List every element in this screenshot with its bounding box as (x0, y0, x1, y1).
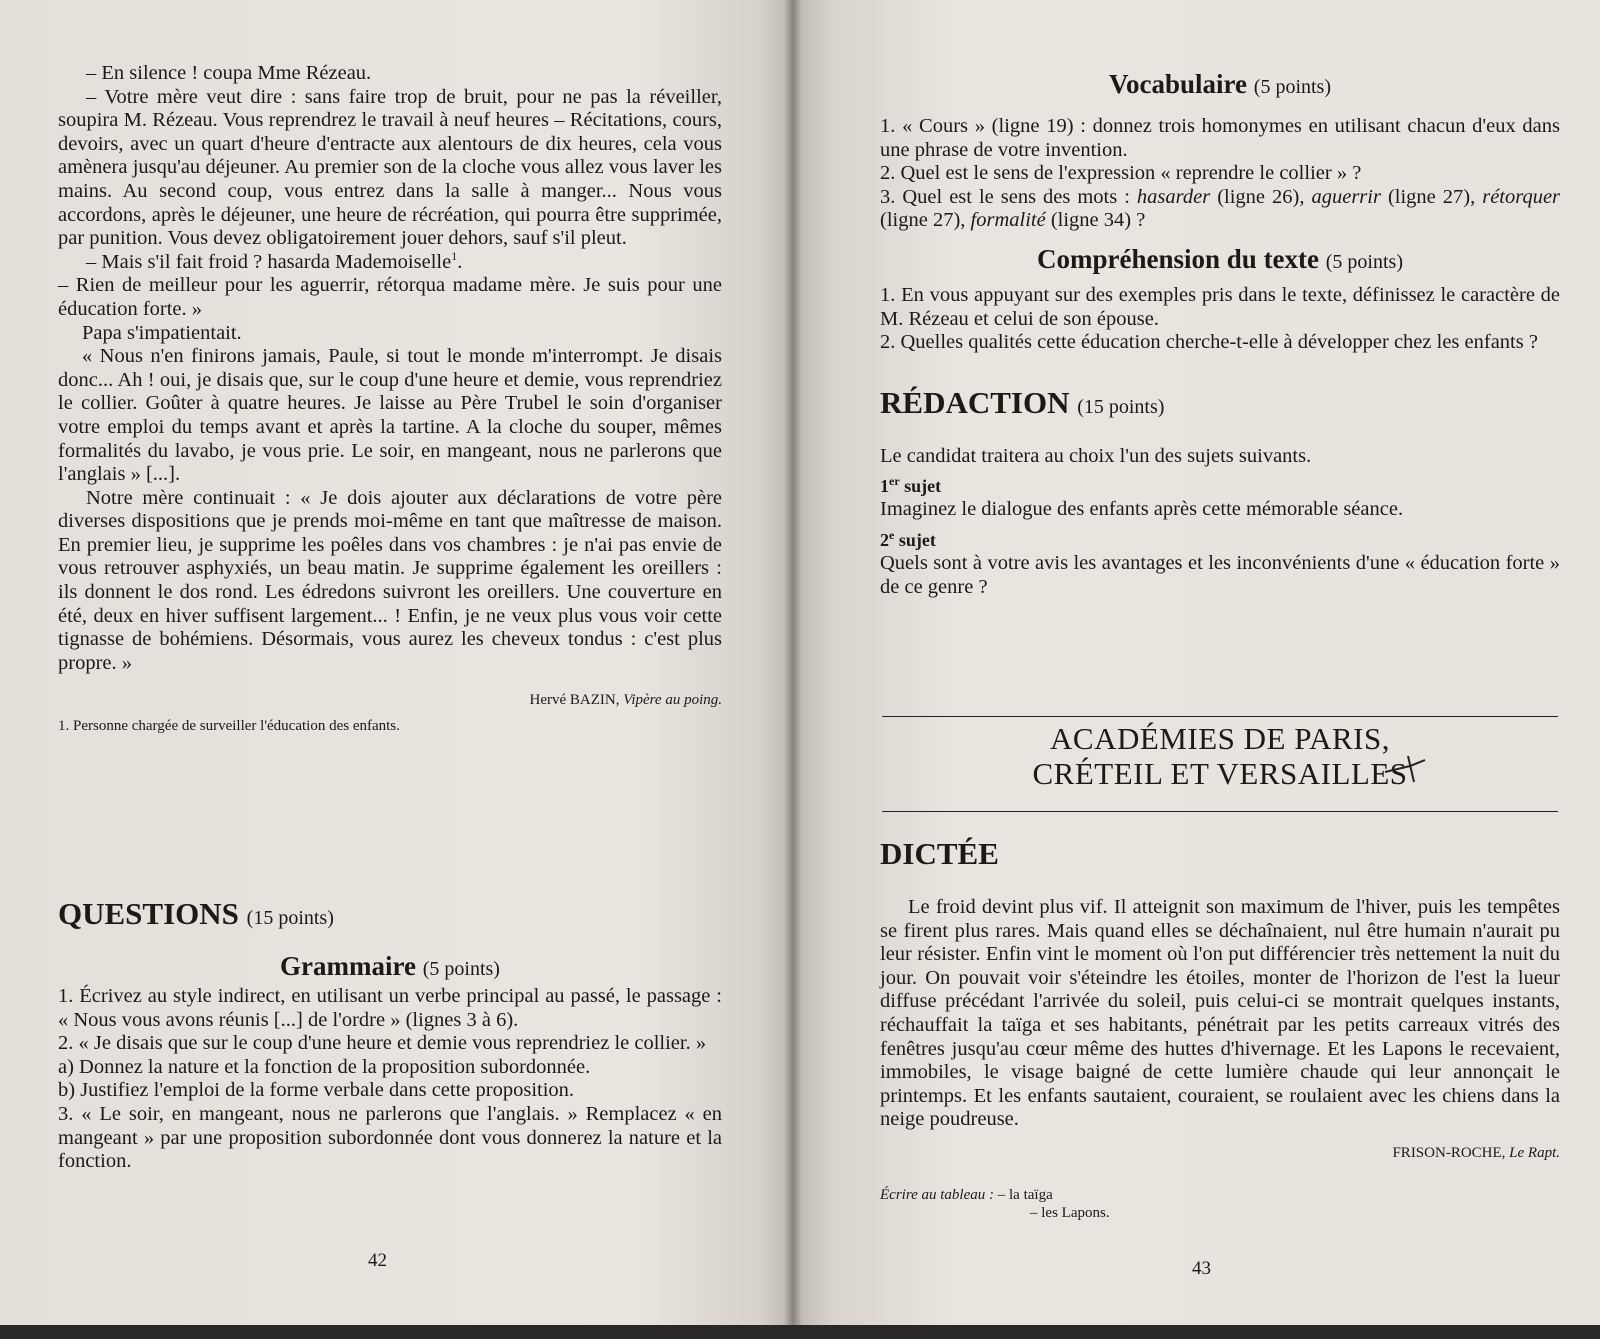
dialogue-line: – Mais s'il fait froid ? hasarda Mademoiselle$^1$. (86, 248, 463, 273)
source-work: Vipère au poing. (623, 692, 722, 709)
vocab-item: 1. « Cours » (ligne 19) : donnez trois homonymes en utilisant chacun d'eux dans une phrase de votre invention. (880, 115, 1560, 161)
comprehension-heading: Compréhension du texte (5 points) (1037, 243, 1403, 274)
comprehension-item: 2. Quelles qualités cette éducation cherche-t-elle à développer chez les enfants ? (880, 331, 1538, 354)
vocabulaire-heading: Vocabulaire (5 points) (1109, 69, 1331, 99)
tableau-item: – la taïga (997, 1186, 1053, 1203)
grammaire-item: 2. « Je disais que sur le coup d'une heure et demie vous reprendriez le collier. » (58, 1032, 707, 1055)
ecrire-au-tableau (880, 1186, 1560, 1222)
vocab-item: 3. Quel est le sens des mots : hasarder (ligne 26), aguerrir (ligne 27), rétorquer (ligne 27), formalité (ligne 34) ? (880, 185, 1561, 232)
scan-edge (0, 1325, 1600, 1339)
redaction-heading: RÉDACTION (15 points) (880, 384, 1165, 420)
questions-heading: QUESTIONS (15 points) (58, 896, 334, 931)
sujet-1-text: Imaginez le dialogue des enfants après cette mémorable séance. (880, 498, 1404, 521)
dictee-text: Le froid devint plus vif. Il atteignit son maximum de l'hiver, puis les tempêtes se firent plus rares. Mais quand elles se déchaînaient, nul être humain n'aurait pu leur résister. Enfin vint le moment où l'on put différencier très nettement la nuit du jour. On pouvait voir s'éteindre les étoiles, monter de l'horizon de l'est la lueur diffuse précédant l'arrivée du soleil, puis celui-ci se montrait quelques instants, réchauffait la taïga et ses habitants, pénétrait par les petits carreaux vitrés des fenêtres jusqu'au cœur même des huttes d'hivernage. Et les Lapons le recevaient, immobiles, le visage baigné de cette lumière chaude qui leur annonçait le printemps. Et les enfants sautaient, couraient, se roulaient avec les chiens dans la neige poudreuse. (880, 896, 1560, 1131)
page-number-left: 42 (368, 1250, 387, 1271)
academy-line-1: ACADÉMIES DE PARIS, (1050, 721, 1390, 756)
grammaire-item: b) Justifiez l'emploi de la forme verbale dans cette proposition. (58, 1079, 575, 1102)
sujet-2-text: Quels sont à votre avis les avantages et les inconvénients d'une « éducation forte » de ce genre ? (880, 551, 1560, 598)
academy-banner (882, 716, 1558, 812)
dictee-attribution (880, 1144, 1560, 1162)
dialogue-line: – Rien de meilleur pour les aguerrir, rétorqua madame mère. Je suis pour une éducation forte. » (58, 274, 722, 320)
source-author: Hervé BAZIN, (529, 692, 620, 709)
pen-mark-icon (1380, 752, 1440, 792)
vocab-item: 2. Quel est le sens de l'expression « reprendre le collier » ? (880, 162, 1362, 185)
academy-line-2: CRÉTEIL ET VERSAILLES (1032, 756, 1408, 791)
page-number-right: 43 (1192, 1258, 1211, 1279)
left-page (0, 0, 792, 1339)
sujet-2-label: 2e sujet (880, 527, 936, 550)
footnote: 1. Personne chargée de surveiller l'éducation des enfants. (58, 718, 400, 735)
book-gutter (784, 0, 802, 1339)
dialogue-line: « Nous n'en finirons jamais, Paule, si tout le monde m'interrompt. Je disais donc... Ah ! oui, je disais que, sur le coup d'une heure et demie, vous reprendriez le collier. Goûter à quatre heures. Je laisse au Père Trubel le soin d'organiser votre emploi du temps avant et après la tartine. A la cloche du souper, mêmes formalités du lavabo, je vous prie. Le soir, en mangeant, nous ne parlerons que l'anglais » [...]. (58, 345, 722, 486)
dialogue-line: – Votre mère veut dire : sans faire trop de bruit, pour ne pas la réveiller, soupira M. Rézeau. Vous reprendrez le travail à neuf heures – Récitations, cours, devoirs, avec un quart d'heure d'entracte aux alentours de dix heures, cela vous amènera jusqu'au déjeuner. Au premier son de la cloche vous allez vous laver les mains. Au second coup, vous entrez dans la salle à manger... Nous vous accordons, après le déjeuner, une heure de récréation, qui pourra être supprimée, par punition. Vous devez obligatoirement jouer dehors, sauf s'il pleut. (58, 85, 722, 250)
dictee-author: FRISON-ROCHE, (1392, 1144, 1506, 1161)
tableau-label: Écrire au tableau : (880, 1186, 995, 1203)
dictee-heading: DICTÉE (880, 836, 999, 871)
dialogue-line: – En silence ! coupa Mme Rézeau. (86, 62, 372, 84)
grammaire-item: a) Donnez la nature et la fonction de la proposition subordonnée. (58, 1055, 591, 1078)
excerpt-text (58, 62, 722, 735)
questions-section (58, 896, 722, 1174)
grammaire-item: 1. Écrivez au style indirect, en utilisant un verbe principal au passé, le passage : « Nous vous avons réunis [...] de l'ordre » (lignes 3 à 6). (58, 985, 722, 1031)
redaction-intro: Le candidat traitera au choix l'un des sujets suivants. (880, 444, 1312, 467)
vocabulaire-section (880, 68, 1560, 599)
comprehension-item: 1. En vous appuyant sur des exemples pris dans le texte, définissez le caractère de M. Rézeau et celui de son épouse. (880, 283, 1560, 330)
dialogue-line: Notre mère continuait : « Je dois ajouter aux déclarations de votre père diverses dispositions que je prends moi-même en tant que maîtresse de maison. En premier lieu, je supprime les poêles dans vos chambres : je n'ai pas envie de vous retrouver asphyxiés, un beau matin. Je supprime également les oreillers : ils donnent le dos rond. Les édredons suivront les oreillers. Une couverture en été, deux en hiver suffisent largement... ! Enfin, je ne veux plus vous voir cette tignasse de bohémiens. Désormais, vous aurez les cheveux tondus : c'est plus propre. » (58, 486, 722, 674)
dialogue-line: Papa s'impatientait. (82, 321, 242, 344)
tableau-item: – les Lapons. (1030, 1204, 1110, 1221)
grammaire-heading: Grammaire (5 points) (280, 951, 500, 981)
grammaire-item: 3. « Le soir, en mangeant, nous ne parlerons que l'anglais. » Remplacez « en mangeant » par une proposition subordonnée dont vous donnerez la nature et la fonction. (58, 1102, 722, 1173)
dictee-section (880, 836, 1560, 1222)
source-attribution (58, 691, 722, 709)
dictee-work: Le Rapt. (1509, 1144, 1560, 1161)
footnote-marker: 1 (451, 248, 458, 263)
sujet-1-label: 1er sujet (880, 474, 942, 497)
